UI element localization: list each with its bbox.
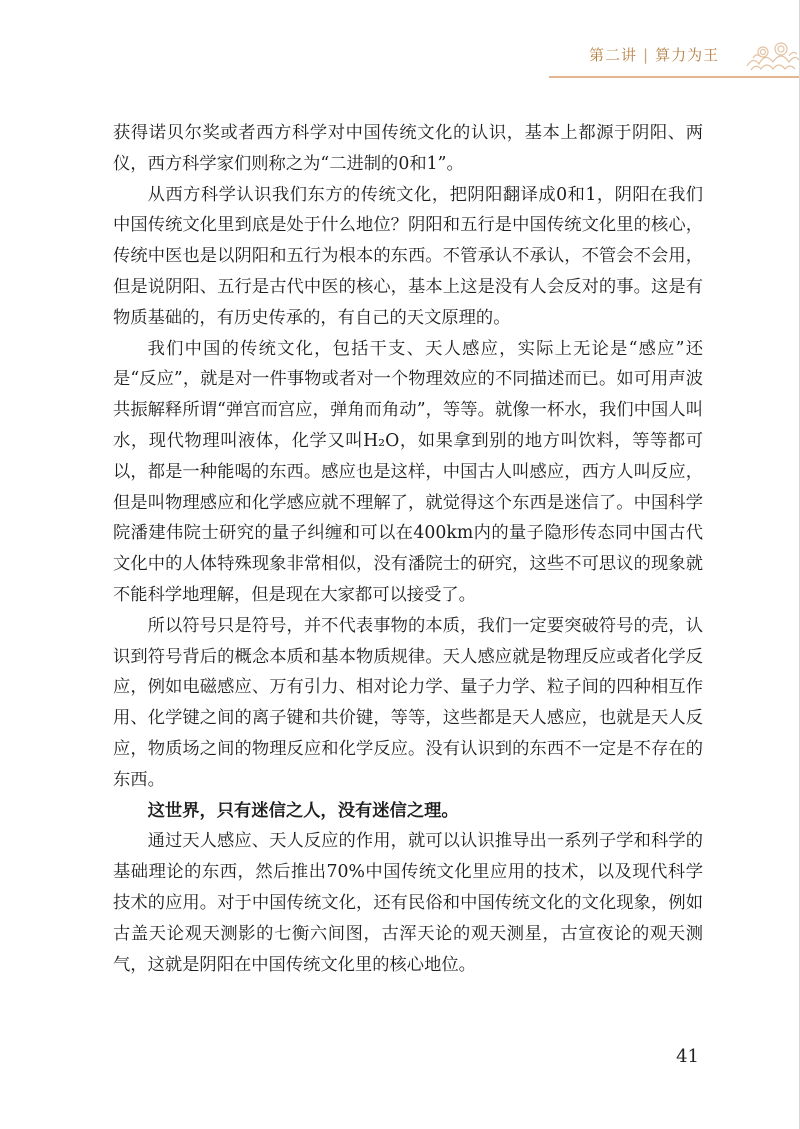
body-text (113, 118, 703, 980)
paragraph-3: 我们中国的传统文化，包括干支、天人感应，实际上无论是“感应”还是“反应”，就是对一件事物或者对一个物理效应的不同描述而已。如可用声波共振解释所谓“弹宫而宫应，弹角而角动”，等等。就像一杯水，我们中国人叫水，现代物理叫液体，化学又叫H₂O，如果拿到别的地方叫饮料，等等都可以，都是一种能喝的东西。感应也是这样，中国古人叫感应，西方人叫反应，但是叫物理感应和化学感应就不理解了，就觉得这个东西是迷信了。中国科学院潘建伟院士研究的量子纠缠和可以在400km内的量子隐形传态同中国古代文化中的人体特殊现象非常相似，没有潘院士的研究，这些不可思议的现象就不能科学地理解，但是现在大家都可以接受了。 (113, 338, 703, 605)
header-rule (549, 76, 799, 78)
paragraph-6: 通过天人感应、天人反应的作用，就可以认识推导出一系列子学和科学的基础理论的东西，然后推出70%中国传统文化里应用的技术，以及现代科学技术的应用。对于中国传统文化，还有民俗和中国传统文化的文化现象，例如古盖天论观天测影的七衡六间图，古浑天论的观天测星，古宣夜论的观天测气，这就是阴阳在中国传统文化里的核心地位。 (113, 831, 703, 975)
chapter-title: 算力为王 (655, 46, 720, 64)
cloud-pattern-ornament-icon (743, 40, 799, 74)
running-header (549, 38, 799, 84)
paragraph-1: 获得诺贝尔奖或者西方科学对中国传统文化的认识，基本上都源于阴阳、两仪，西方科学家们则称之为“二进制的0和1”。 (113, 123, 703, 174)
header-separator: | (643, 46, 650, 64)
emphasis-paragraph: 这世界，只有迷信之人，没有迷信之理。 (147, 800, 459, 821)
paragraph-2: 从西方科学认识我们东方的传统文化，把阴阳翻译成0和1，阴阳在我们中国传统文化里到底是处于什么地位？阴阳和五行是中国传统文化里的核心，传统中医也是以阴阳和五行为根本的东西。不管承认不承认，不管会不会用，但是说阴阳、五行是古代中医的核心，基本上这是没有人会反对的事。这是有物质基础的，有历史传承的，有自己的天文原理的。 (113, 184, 703, 328)
header-text (589, 44, 719, 65)
paragraph-4: 所以符号只是符号，并不代表事物的本质，我们一定要突破符号的壳，认识到符号背后的概念本质和基本物质规律。天人感应就是物理反应或者化学反应，例如电磁感应、万有引力、相对论力学、量子力学、粒子间的四种相互作用、化学键之间的离子键和共价键，等等，这些都是天人感应，也就是天人反应，物质场之间的物理反应和化学反应。没有认识到的东西不一定是不存在的东西。 (113, 615, 703, 790)
page-number: 41 (676, 1046, 699, 1067)
chapter-label: 第二讲 (589, 46, 638, 64)
